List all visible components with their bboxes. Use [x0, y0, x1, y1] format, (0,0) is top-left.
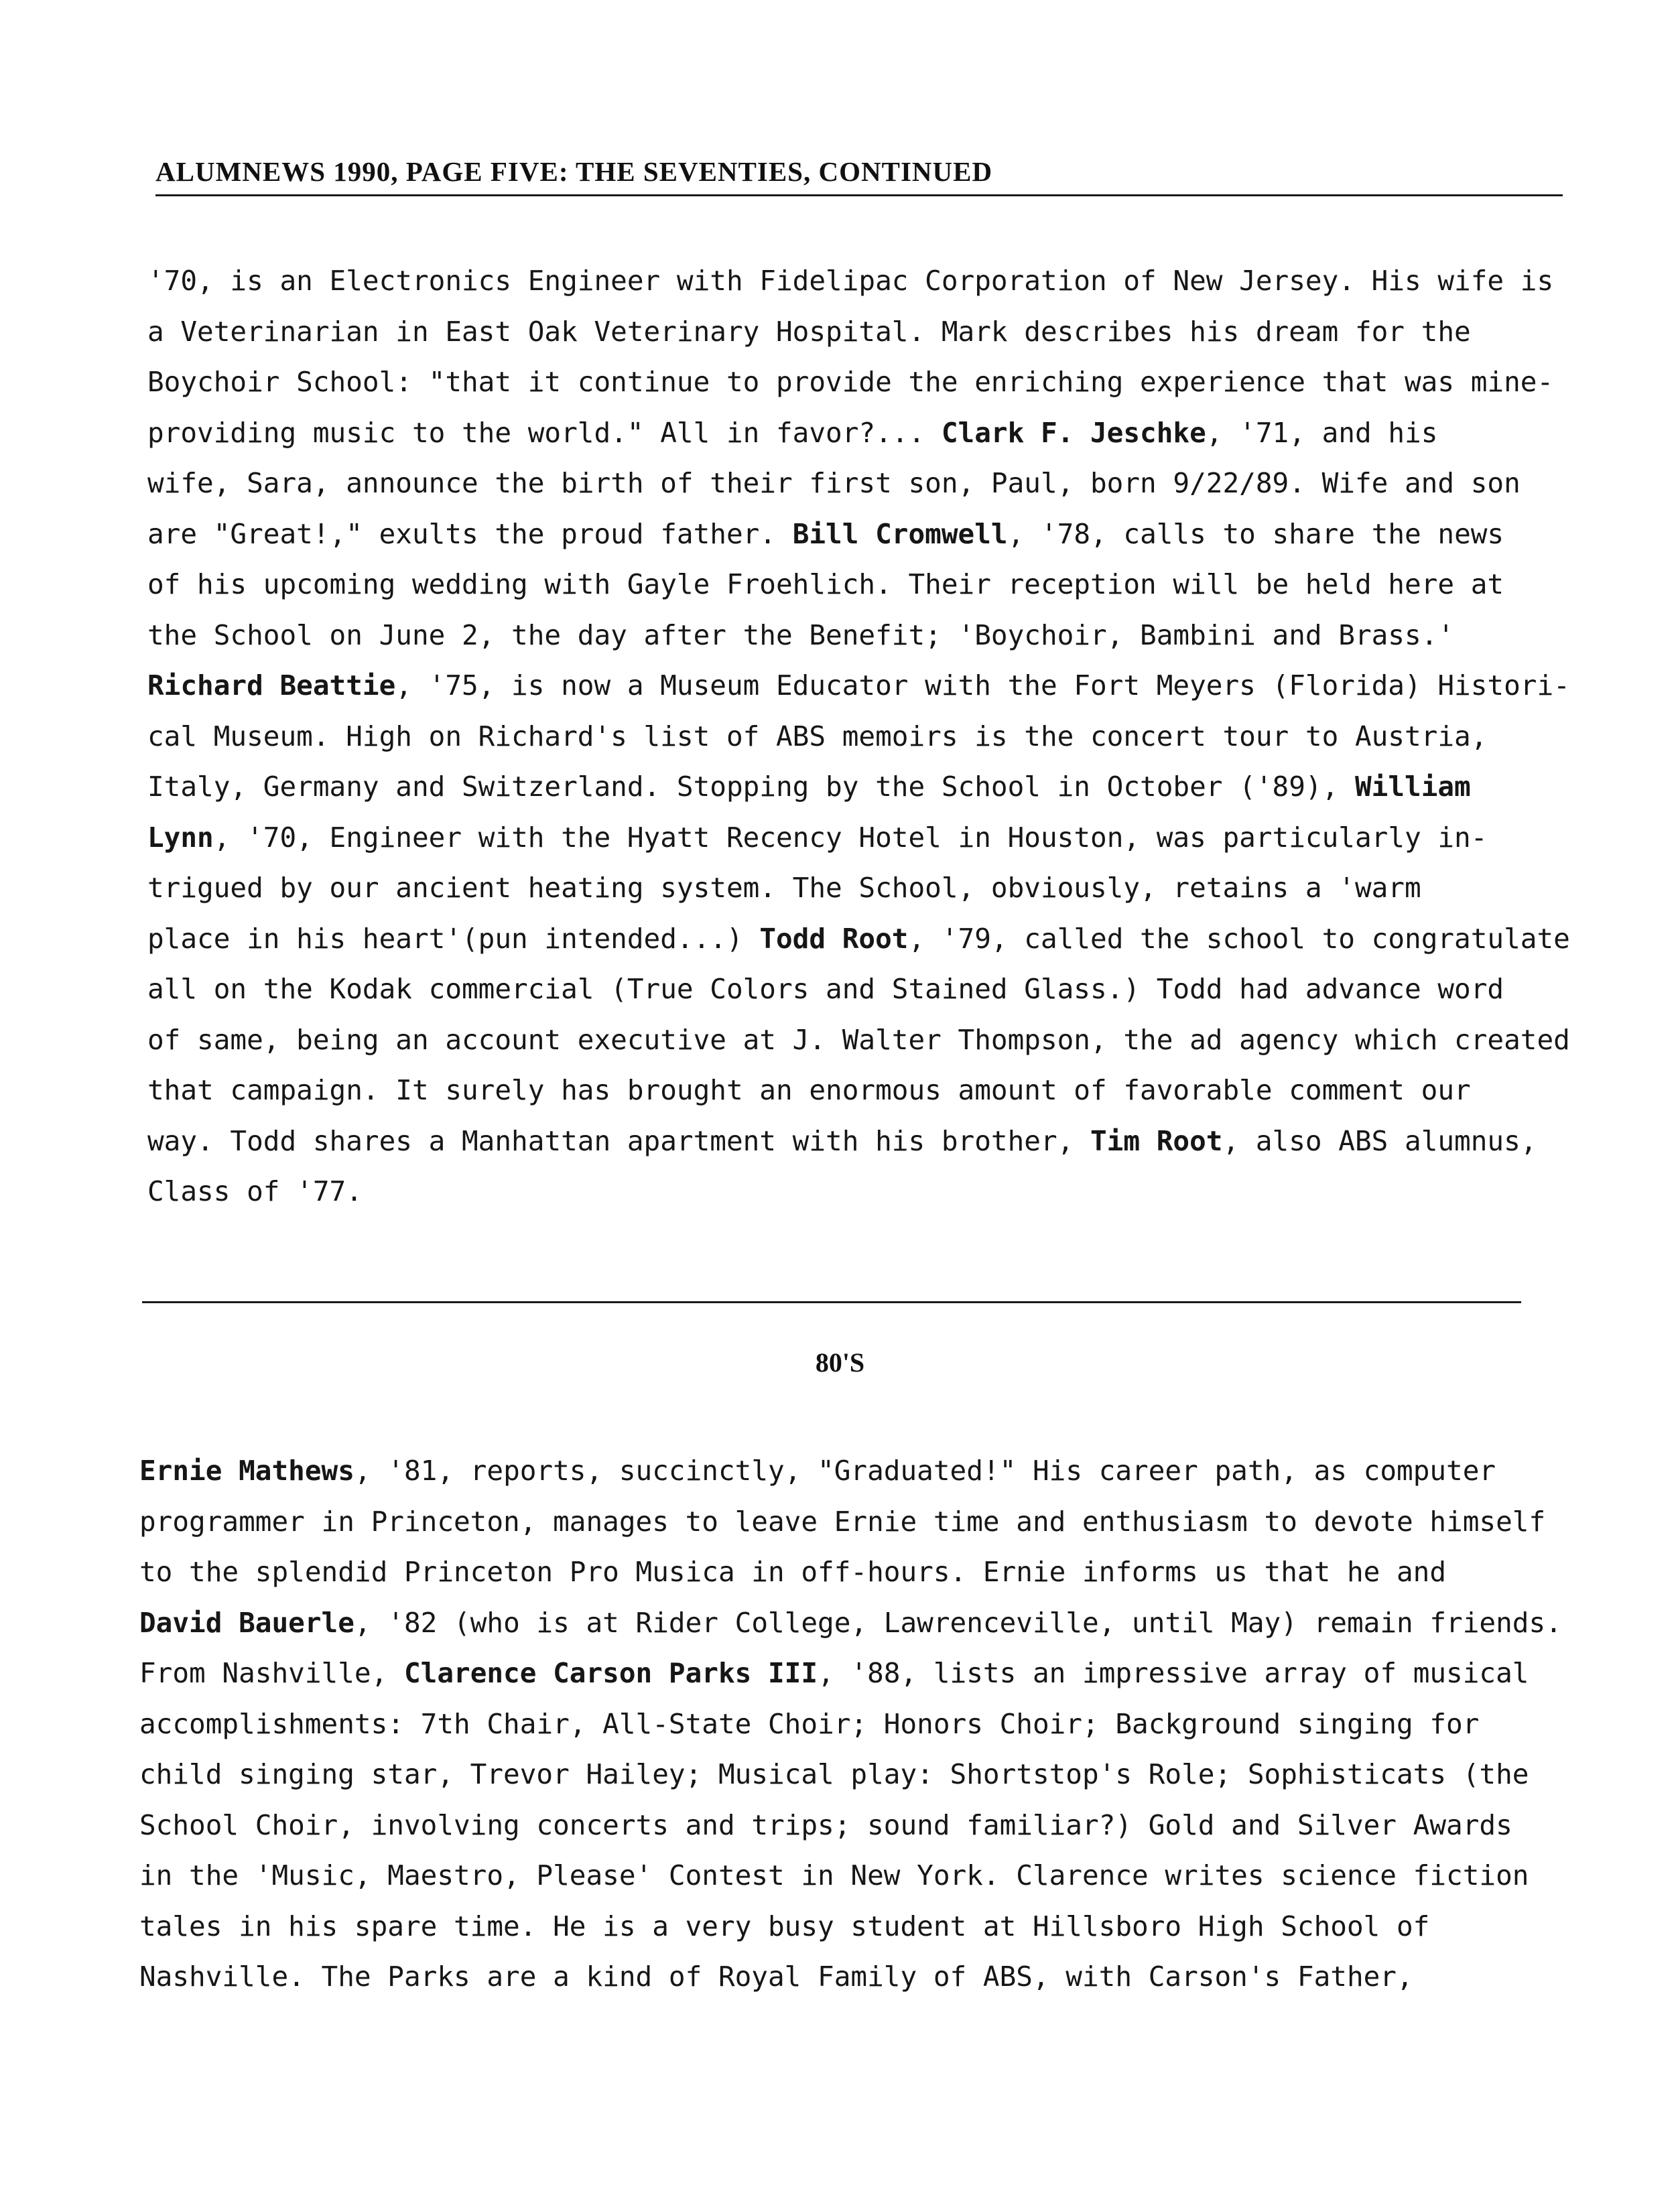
body-text: , '88, lists an impressive array of musical: [818, 1657, 1529, 1689]
body-text: , '79, called the school to congratulate: [908, 922, 1570, 955]
body-text: Nashville. The Parks are a kind of Royal Family of ABS, with Carson's Father,: [139, 1961, 1413, 1993]
body-text: , '78, calls to share the news: [1007, 517, 1504, 550]
body-text: place in his heart'(pun intended...): [147, 922, 760, 955]
text-line: [147, 661, 1570, 712]
body-text: , '81, reports, succinctly, "Graduated!" His career path, as computer: [354, 1455, 1496, 1487]
body-text: providing music to the world." All in favor?...: [147, 416, 942, 449]
body-text: tales in his spare time. He is a very busy student at Hillsboro High School of: [139, 1910, 1430, 1942]
text-line: [147, 559, 1570, 610]
text-line: [147, 458, 1570, 509]
alumnus-name: Todd Root: [759, 922, 909, 955]
body-text: wife, Sara, announce the birth of their first son, Paul, born 9/22/89. Wife and son: [147, 467, 1521, 499]
alumnus-name: Ernie Mathews: [139, 1455, 354, 1487]
text-line: [147, 964, 1570, 1015]
body-text: child singing star, Trevor Hailey; Musical play: Shortstop's Role; Sophisticats (the: [139, 1758, 1529, 1790]
body-text: in the 'Music, Maestro, Please' Contest in New York. Clarence writes science fiction: [139, 1859, 1529, 1891]
text-line: [139, 1648, 1562, 1699]
text-line: [139, 1446, 1562, 1497]
text-line: [147, 357, 1570, 408]
page-header: ALUMNEWS 1990, PAGE FIVE: THE SEVENTIES, CONTINUED: [155, 156, 993, 187]
text-line: [147, 712, 1570, 762]
body-text: , '75, is now a Museum Educator with the Fort Meyers (Florida) Histori-: [395, 669, 1570, 702]
text-line: [139, 1699, 1562, 1750]
text-line: [139, 1800, 1562, 1851]
text-line: [147, 1167, 1570, 1217]
text-line: [139, 1497, 1562, 1548]
text-line: [139, 1749, 1562, 1800]
body-text: , '70, Engineer with the Hyatt Recency Hotel in Houston, was particularly in-: [213, 821, 1488, 854]
body-text: Class of '77.: [147, 1175, 363, 1207]
text-line: [147, 1065, 1570, 1116]
seventies-paragraph: [147, 256, 1570, 1217]
body-text: of same, being an account executive at J. Walter Thompson, the ad agency which created: [147, 1023, 1570, 1056]
text-line: [147, 1116, 1570, 1167]
body-text: Italy, Germany and Switzerland. Stopping by the School in October ('89),: [147, 771, 1355, 803]
alumnus-name: Tim Root: [1090, 1124, 1223, 1157]
body-text: Boychoir School: "that it continue to provide the enriching experience that was mine-: [147, 366, 1554, 398]
text-line: [147, 307, 1570, 358]
text-line: [147, 256, 1570, 307]
alumnus-name: Clark F. Jeschke: [941, 416, 1206, 449]
text-line: [147, 408, 1570, 459]
alumnus-name: Lynn: [147, 821, 214, 854]
body-text: that campaign. It surely has brought an enormous amount of favorable comment our: [147, 1074, 1471, 1106]
text-line: [139, 1902, 1562, 1952]
body-text: programmer in Princeton, manages to leave Ernie time and enthusiasm to devote himself: [139, 1505, 1546, 1538]
body-text: trigued by our ancient heating system. The School, obviously, retains a 'warm: [147, 872, 1421, 904]
body-text: , '82 (who is at Rider College, Lawrenceville, until May) remain friends.: [354, 1606, 1562, 1639]
body-text: way. Todd shares a Manhattan apartment with his brother,: [147, 1124, 1090, 1157]
text-line: [147, 914, 1570, 965]
body-text: a Veterinarian in East Oak Veterinary Hospital. Mark describes his dream for the: [147, 315, 1471, 348]
body-text: all on the Kodak commercial (True Colors and Stained Glass.) Todd had advance word: [147, 973, 1504, 1005]
header-rule: [155, 194, 1563, 196]
text-line: [147, 610, 1570, 661]
body-text: to the splendid Princeton Pro Musica in off-hours. Ernie informs us that he and: [139, 1556, 1447, 1588]
text-line: [139, 1952, 1562, 2003]
body-text: of his upcoming wedding with Gayle Froehlich. Their reception will be held here at: [147, 568, 1504, 600]
text-line: [147, 1015, 1570, 1066]
body-text: From Nashville,: [139, 1657, 404, 1689]
body-text: School Choir, involving concerts and trips; sound familiar?) Gold and Silver Awards: [139, 1808, 1512, 1841]
text-line: [139, 1851, 1562, 1902]
alumnus-name: Clarence Carson Parks III: [403, 1657, 818, 1689]
alumnus-name: Richard Beattie: [147, 669, 396, 702]
text-line: [147, 813, 1570, 864]
body-text: cal Museum. High on Richard's list of ABS memoirs is the concert tour to Austria,: [147, 720, 1488, 752]
alumnus-name: William: [1354, 771, 1471, 803]
alumnus-name: David Bauerle: [139, 1606, 354, 1639]
text-line: [147, 509, 1570, 560]
body-text: the School on June 2, the day after the Benefit; 'Boychoir, Bambini and Brass.': [147, 618, 1455, 651]
body-text: , '71, and his: [1206, 416, 1438, 449]
eighties-paragraph: [139, 1446, 1562, 2003]
alumnus-name: Bill Cromwell: [792, 517, 1008, 550]
body-text: , also ABS alumnus,: [1222, 1124, 1537, 1157]
text-line: [147, 762, 1570, 813]
body-text: '70, is an Electronics Engineer with Fidelipac Corporation of New Jersey. His wife is: [147, 265, 1554, 297]
body-text: accomplishments: 7th Chair, All-State Choir; Honors Choir; Background singing for: [139, 1707, 1480, 1740]
text-line: [147, 863, 1570, 914]
text-line: [139, 1547, 1562, 1598]
body-text: are "Great!," exults the proud father.: [147, 517, 793, 550]
section-divider: [142, 1301, 1521, 1303]
section-title-eighties: 80'S: [815, 1347, 865, 1378]
text-line: [139, 1598, 1562, 1649]
